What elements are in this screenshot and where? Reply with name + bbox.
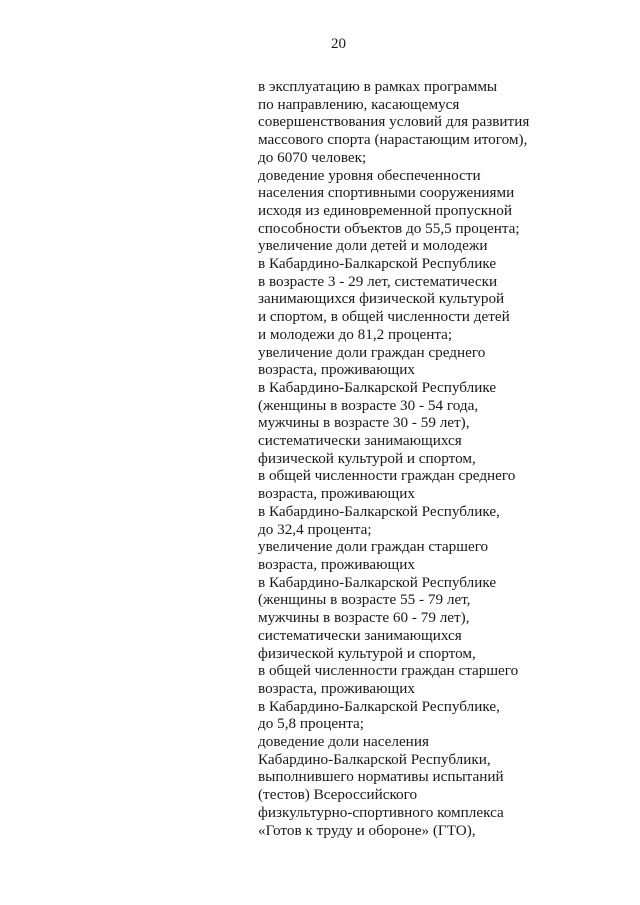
text-line: в Кабардино-Балкарской Республике, (258, 697, 500, 715)
text-line: исходя из единовременной пропускной (258, 201, 513, 219)
text-line: в общей численности граждан старшего (258, 662, 519, 680)
text-line: систематически занимающихся (258, 432, 462, 450)
text-line: «Готов к труду и обороне» (ГТО), (258, 821, 476, 839)
text-line: до 6070 человек; (258, 148, 367, 166)
text-line: доведение доли населения (258, 733, 429, 751)
document-body (258, 78, 529, 839)
text-line: возраста, проживающих (258, 361, 415, 379)
text-line: возраста, проживающих (258, 679, 415, 697)
text-line: до 32,4 процента; (258, 520, 372, 538)
text-line: в Кабардино-Балкарской Республике, (258, 502, 500, 520)
text-line: систематически занимающихся (258, 626, 462, 644)
text-line: в Кабардино-Балкарской Республике (258, 255, 497, 273)
text-line: физической культурой и спортом, (258, 644, 476, 662)
text-line: мужчины в возрасте 60 - 79 лет), (258, 609, 470, 627)
text-line: до 5,8 процента; (258, 715, 364, 733)
text-line: увеличение доли граждан среднего (258, 343, 486, 361)
text-line: совершенствования условий для развития (258, 113, 530, 131)
text-line: занимающихся физической культурой (258, 290, 505, 308)
text-line: в Кабардино-Балкарской Республике (258, 378, 497, 396)
text-line: и спортом, в общей численности детей (258, 308, 510, 326)
text-line: увеличение доли граждан старшего (258, 538, 489, 556)
text-line: возраста, проживающих (258, 485, 415, 503)
text-line: (женщины в возрасте 30 - 54 года, (258, 396, 479, 414)
text-line: физической культурой и спортом, (258, 449, 476, 467)
text-line: Кабардино-Балкарской Республики, (258, 750, 491, 768)
page-number: 20 (331, 36, 346, 52)
text-line: доведение уровня обеспеченности (258, 166, 481, 184)
text-line: (женщины в возрасте 55 - 79 лет, (258, 591, 471, 609)
text-line: выполнившего нормативы испытаний (258, 768, 504, 786)
text-line: в эксплуатацию в рамках программы (258, 78, 498, 95)
text-line: физкультурно-спортивного комплекса (258, 803, 504, 821)
text-line: по направлению, касающемуся (258, 95, 460, 113)
text-line: в общей численности граждан среднего (258, 467, 516, 485)
text-line: населения спортивными сооружениями (258, 184, 515, 202)
text-line: (тестов) Всероссийского (258, 786, 418, 804)
text-line: мужчины в возрасте 30 - 59 лет), (258, 414, 470, 432)
text-line: способности объектов до 55,5 процента; (258, 219, 520, 237)
text-line: возраста, проживающих (258, 555, 415, 573)
text-line: в Кабардино-Балкарской Республике (258, 573, 497, 591)
text-line: массового спорта (нарастающим итогом), (258, 131, 528, 149)
text-line: увеличение доли детей и молодежи (258, 237, 488, 255)
text-line: в возрасте 3 - 29 лет, систематически (258, 272, 498, 290)
text-line: и молодежи до 81,2 процента; (258, 325, 453, 343)
